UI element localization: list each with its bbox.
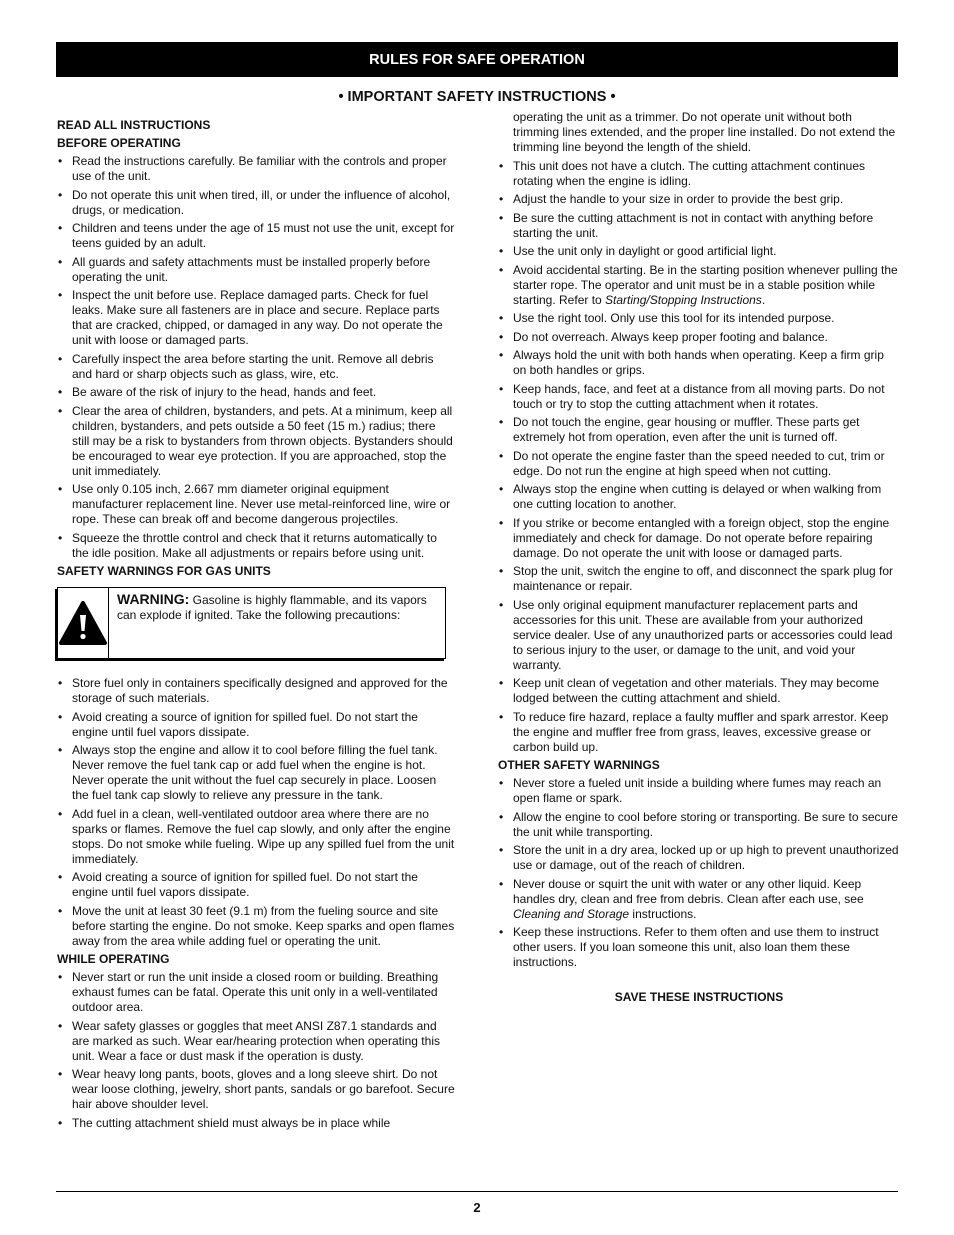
warning-text-block (109, 588, 445, 658)
heading-read-all: READ ALL INSTRUCTIONS (57, 118, 211, 132)
list-item: • Never start or run the unit inside a closed room or building. Breathing exhaust fumes can be fatal. Operate this unit only in a well-ventilated outdoor area. (57, 970, 455, 1015)
list-item: • Do not operate the engine faster than the speed needed to cut, trim or edge. Do not run the engine at high speed when not cutting. (498, 449, 900, 479)
list-item: • Always hold the unit with both hands when operating. Keep a firm grip on both handles or grips. (498, 348, 900, 378)
section-banner (56, 42, 898, 77)
right-column (498, 110, 900, 1008)
warning-triangle-icon (58, 588, 109, 658)
list-item: • Read the instructions carefully. Be familiar with the controls and proper use of the unit. (57, 154, 455, 184)
list-item: • Wear safety glasses or goggles that meet ANSI Z87.1 standards and are marked as such. Wear ear/hearing protection when operating this unit. Wear a face or dust mask if the operation is dusty. (57, 1019, 455, 1064)
warning-box (57, 587, 446, 659)
list-item: • Allow the engine to cool before storing or transporting. Be sure to secure the unit while transporting. (498, 810, 900, 840)
heading-other-warnings: OTHER SAFETY WARNINGS (498, 758, 660, 772)
list-item: • If you strike or become entangled with a foreign object, stop the engine immediately and check for damage. Do not operate before repairing damage. Do not operate the unit with loose or damaged parts. (498, 516, 900, 561)
list-item: • To reduce fire hazard, replace a faulty muffler and spark arrestor. Keep the engine and muffler free from grass, leaves, excessive grease or carbon build up. (498, 710, 900, 755)
list-item: • This unit does not have a clutch. The cutting attachment continues rotating when the engine is idling. (498, 159, 900, 189)
footer-divider (56, 1191, 898, 1192)
list-item: • Use only 0.105 inch, 2.667 mm diameter original equipment manufacturer replacement line. Never use metal-reinforced line, wire or rope. These can break off and become dangerous projectiles. (57, 482, 455, 527)
list-item: • Adjust the handle to your size in order to provide the best grip. (498, 192, 900, 207)
list-item: • Use the right tool. Only use this tool for its intended purpose. (498, 311, 900, 326)
while-operating-list (57, 970, 455, 1131)
list-item: • Do not touch the engine, gear housing or muffler. These parts get extremely hot from operation, even after the unit is turned off. (498, 415, 900, 445)
page-subtitle: • IMPORTANT SAFETY INSTRUCTIONS • (338, 89, 616, 105)
list-item: • Squeeze the throttle control and check that it returns automatically to the idle position. Make all adjustments or repairs before using unit. (57, 531, 455, 561)
list-item: • All guards and safety attachments must be installed properly before operating the unit. (57, 255, 455, 285)
list-item: • Clear the area of children, bystanders, and pets. At a minimum, keep all children, bystanders, and pets outside a 50 feet (15 m.) radius; there still may be a risk to bystanders from thrown objects. Bystanders should be encouraged to wear eye protection. If you are approached, stop the unit immediately. (57, 404, 455, 479)
list-item (498, 877, 900, 922)
list-item: • Store the unit in a dry area, locked up or up high to prevent unauthorized use or damage, out of the reach of children. (498, 843, 900, 873)
list-item: • Stop the unit, switch the engine to off, and disconnect the spark plug for maintenance or repair. (498, 564, 900, 594)
list-item: • Avoid creating a source of ignition for spilled fuel. Do not start the engine until fuel vapors dissipate. (57, 710, 455, 740)
list-item: • Always stop the engine when cutting is delayed or when walking from one cutting location to another. (498, 482, 900, 512)
gas-warnings-list (57, 676, 455, 949)
page-number: 2 (473, 1200, 481, 1215)
list-item-text: Never douse or squirt the unit with water or any other liquid. Keep handles dry, clean and free from debris. Clean after each use, see (513, 876, 864, 906)
before-operating-list (57, 154, 455, 561)
heading-while-operating: WHILE OPERATING (57, 952, 170, 966)
list-item: • The cutting attachment shield must always be in place while (57, 1116, 455, 1131)
list-item: • Keep unit clean of vegetation and other materials. They may become lodged between the cutting attachment and shield. (498, 676, 900, 706)
list-item: • Move the unit at least 30 feet (9.1 m) from the fueling source and site before starting the engine. Do not smoke. Keep sparks and open flames away from the area while adding fuel or operating the unit. (57, 904, 455, 949)
list-item: • Always stop the engine and allow it to cool before filling the fuel tank. Never remove the fuel tank cap or add fuel when the engine is hot. Never operate the unit without the fuel cap securely in place. Loosen the fuel tank cap slowly to relieve any pressure in the tank. (57, 743, 455, 803)
list-item: • Use the unit only in daylight or good artificial light. (498, 244, 900, 259)
list-item: • Wear heavy long pants, boots, gloves and a long sleeve shirt. Do not wear loose clothing, jewelry, short pants, sandals or go barefoot. Secure hair above shoulder level. (57, 1067, 455, 1112)
cross-reference: Starting/Stopping Instructions (605, 292, 762, 307)
while-operating-list-continued (498, 110, 900, 755)
list-item: • Carefully inspect the area before starting the unit. Remove all debris and hard or sharp objects such as glass, wire, etc. (57, 352, 455, 382)
list-item: • Add fuel in a clean, well-ventilated outdoor area where there are no sparks or flames. Remove the fuel cap slowly, and only after the engine stops. Do not smoke while fueling. Wipe up any spilled fuel from the unit immediately. (57, 807, 455, 867)
list-item (498, 263, 900, 308)
heading-before-operating: BEFORE OPERATING (57, 136, 181, 150)
list-item: • Do not overreach. Always keep proper footing and balance. (498, 330, 900, 345)
list-item-text: Avoid accidental starting. Be in the starting position whenever pulling the starter rope. The operator and unit must be in a stable position while starting. Refer to (513, 262, 898, 307)
list-item: • Store fuel only in containers specifically designed and approved for the storage of such materials. (57, 676, 455, 706)
left-column (57, 118, 455, 1134)
list-item: • Avoid creating a source of ignition for spilled fuel. Do not start the engine until fuel vapors dissipate. (57, 870, 455, 900)
list-item: • Never store a fueled unit inside a building where fumes may reach an open flame or spark. (498, 776, 900, 806)
warning-text: Gasoline is highly flammable, and its vapors can explode if ignited. Take the following precautions: (117, 593, 427, 622)
list-item-text: . (761, 292, 766, 307)
list-item: • Keep these instructions. Refer to them often and use them to instruct other users. If you loan someone this unit, also loan them these instructions. (498, 925, 900, 970)
cross-reference: Cleaning and Storage (513, 906, 630, 921)
other-warnings-list (498, 776, 900, 970)
heading-gas-warnings: SAFETY WARNINGS FOR GAS UNITS (57, 564, 271, 578)
list-item: • Use only original equipment manufacturer replacement parts and accessories for this unit. These are available from your authorized service dealer. Use of any unauthorized parts or accessories could lead to serious injury to the user, or damage to the unit, and void your warranty. (498, 598, 900, 673)
list-item: • Children and teens under the age of 15 must not use the unit, except for teens guided by an adult. (57, 221, 455, 251)
list-item: • Be sure the cutting attachment is not in contact with anything before starting the unit. (498, 211, 900, 241)
list-item: • Inspect the unit before use. Replace damaged parts. Check for fuel leaks. Make sure all fasteners are in place and secure. Replace parts that are cracked, chipped, or damaged in any way. Do not operate the unit with loose or damaged parts. (57, 288, 455, 348)
banner-title: RULES FOR SAFE OPERATION (369, 51, 585, 68)
list-item: • Keep hands, face, and feet at a distance from all moving parts. Do not touch or try to stop the cutting attachment when it rotates. (498, 382, 900, 412)
warning-word: WARNING: (117, 591, 190, 607)
save-instructions-note: SAVE THESE INSTRUCTIONS (614, 990, 784, 1004)
list-item-continued: operating the unit as a trimmer. Do not operate unit without both trimming lines extended, and the proper line installed. Do not extend the trimming line beyond the length of the shield. (513, 110, 896, 154)
list-item: • Be aware of the risk of injury to the head, hands and feet. (57, 385, 455, 400)
list-item: • Do not operate this unit when tired, ill, or under the influence of alcohol, drugs, or medication. (57, 188, 455, 218)
list-item-text: instructions. (629, 906, 697, 921)
